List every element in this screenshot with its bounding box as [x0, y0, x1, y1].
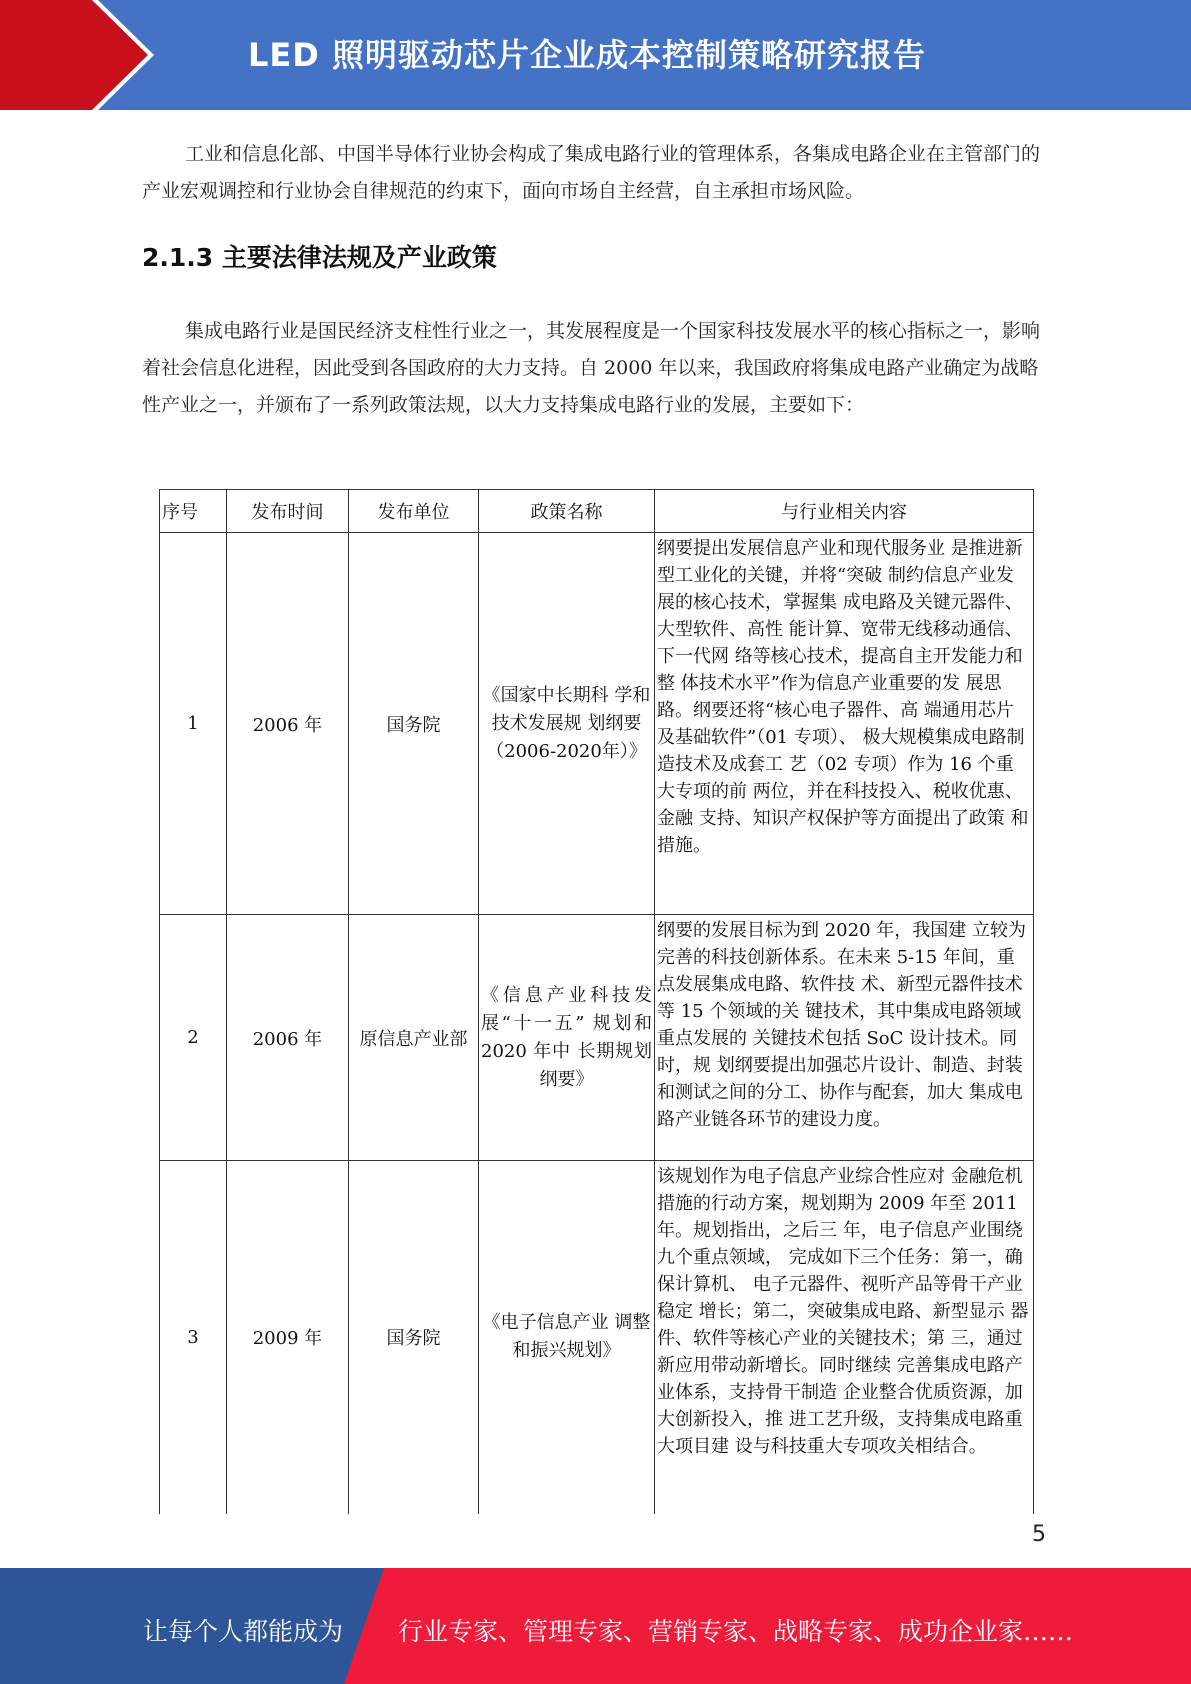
footer-slogan-right: 行业专家、管理专家、营销专家、战略专家、成功企业家…… — [398, 1617, 1074, 1646]
row-number: 2 — [160, 915, 227, 1161]
table-row — [160, 533, 1034, 915]
row-policy-name: 《信息产业科技发展“十一五” 规划和 2020 年中 长期规划纲要》 — [479, 915, 655, 1161]
row-date: 2006 年 — [227, 915, 349, 1161]
row-policy-name: 《国家中长期科 学和技术发展规 划纲要（2006-2020年）》 — [479, 533, 655, 915]
column-header-content: 与行业相关内容 — [655, 490, 1034, 533]
table-header-row — [160, 490, 1034, 533]
row-issuer: 国务院 — [349, 1161, 479, 1514]
table-row — [160, 915, 1034, 1161]
header-red-arrow — [0, 0, 148, 110]
row-number: 3 — [160, 1161, 227, 1514]
row-number: 1 — [160, 533, 227, 915]
row-content: 纲要提出发展信息产业和现代服务业 是推进新型工业化的关键，并将“突破 制约信息产业发展的核心技术，掌握集 成电路及关键元器件、大型软件、高性 能计算、宽带无线移动通信、下一代网 络等核心技术，提高自主开发能力和整 体技术水平”作为信息产业重要的发 展思路。纲要还将“核心电子器件、高 端通用芯片及基础软件”（01 专项）、 极大规模集成电路制造技术及成套工 艺（02 专项）作为 16 个重大专项的前 两位，并在科技投入、税收优惠、金融 支持、知识产权保护等方面提出了政策 和措施。 — [655, 533, 1034, 915]
row-content: 该规划作为电子信息产业综合性应对 金融危机措施的行动方案，规划期为 2009 年至 2011 年。规划指出，之后三 年，电子信息产业围绕九个重点领域， 完成如下三个任务：第一，确保计算机、 电子元器件、视听产品等骨干产业稳定 增长；第二，突破集成电路、新型显示 器件、软件等核心产业的关键技术；第 三，通过新应用带动新增长。同时继续 完善集成电路产业体系，支持骨干制造 企业整合优质资源，加大创新投入，推 进工艺升级，支持集成电路重大项目建 设与科技重大专项攻关相结合。 — [655, 1161, 1034, 1514]
page-header — [0, 0, 1191, 110]
page-number: 5 — [1032, 1522, 1046, 1547]
row-issuer: 国务院 — [349, 533, 479, 915]
page-footer — [0, 1568, 1191, 1684]
report-title: LED 照明驱动芯片企业成本控制策略研究报告 — [248, 36, 926, 74]
table-row — [160, 1161, 1034, 1514]
row-issuer: 原信息产业部 — [349, 915, 479, 1161]
row-content: 纲要的发展目标为到 2020 年，我国建 立较为完善的科技创新体系。在未来 5-15 年间，重点发展集成电路、软件技 术、新型元器件技术等 15 个领域的关 键技术，其中集成电路领域重点发展的 关键技术包括 SoC 设计技术。同时，规 划纲要提出加强芯片设计、制造、封装 和测试之间的分工、协作与配套，加大 集成电路产业链各环节的建设力度。 — [655, 915, 1034, 1161]
footer-slogan-left: 让每个人都能成为 — [143, 1617, 344, 1646]
column-header-date: 发布时间 — [227, 490, 349, 533]
column-header-name: 政策名称 — [479, 490, 655, 533]
column-header-no: 序号 — [160, 490, 227, 533]
row-policy-name: 《电子信息产业 调整和振兴规划》 — [479, 1161, 655, 1514]
intro-paragraph: 工业和信息化部、中国半导体行业协会构成了集成电路行业的管理体系，各集成电路企业在主管部门的产业宏观调控和行业协会自律规范的约束下，面向市场自主经营，自主承担市场风险。 — [142, 143, 1041, 202]
column-header-issuer: 发布单位 — [349, 490, 479, 533]
row-date: 2009 年 — [227, 1161, 349, 1514]
row-date: 2006 年 — [227, 533, 349, 915]
policy-table — [159, 489, 1034, 1514]
section-heading: 2.1.3 主要法律法规及产业政策 — [142, 243, 497, 272]
section-paragraph: 集成电路行业是国民经济支柱性行业之一，其发展程度是一个国家科技发展水平的核心指标之一，影响着社会信息化进程，因此受到各国政府的大力支持。自 2000 年以来，我国政府将集成电路产业确定为战略性产业之一，并颁布了一系列政策法规，以大力支持集成电路行业的发展，主要如下： — [142, 320, 1041, 416]
